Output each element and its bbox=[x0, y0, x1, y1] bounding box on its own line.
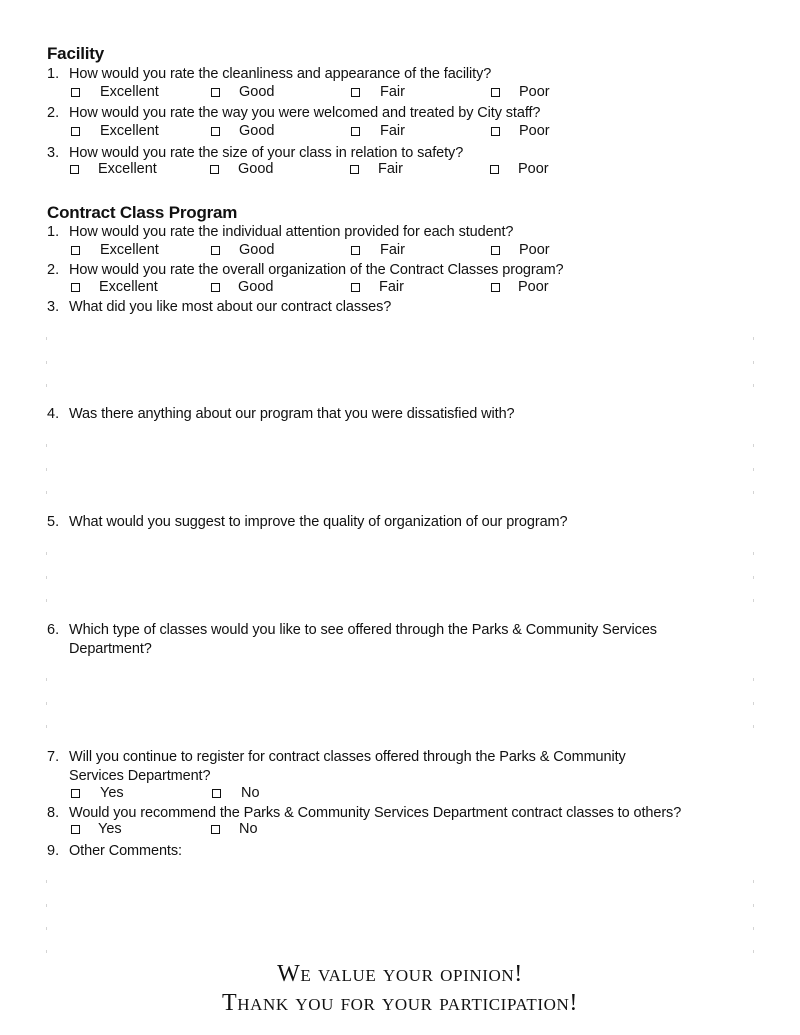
checkbox-good[interactable] bbox=[210, 165, 219, 174]
checkbox-excellent[interactable] bbox=[71, 283, 80, 292]
guide-tick bbox=[46, 702, 47, 705]
answer-field-q6[interactable] bbox=[46, 665, 754, 737]
answer-field-q5[interactable] bbox=[46, 538, 754, 608]
question-number: 5. bbox=[47, 514, 60, 530]
question-text: What would you suggest to improve the quality of organization of our program? bbox=[69, 514, 568, 530]
option-label-excellent[interactable]: Excellent bbox=[99, 279, 158, 295]
checkbox-poor[interactable] bbox=[491, 88, 500, 97]
question-number: 8. bbox=[47, 805, 60, 821]
option-label-fair[interactable]: Fair bbox=[378, 161, 403, 177]
guide-tick bbox=[753, 361, 754, 364]
guide-tick bbox=[753, 384, 754, 387]
question-number: 1. bbox=[47, 66, 60, 82]
question-number: 4. bbox=[47, 406, 60, 422]
checkbox-fair[interactable] bbox=[351, 283, 360, 292]
option-label-good[interactable]: Good bbox=[239, 84, 275, 100]
option-label-poor[interactable]: Poor bbox=[518, 161, 549, 177]
checkbox-excellent[interactable] bbox=[71, 88, 80, 97]
guide-tick bbox=[753, 725, 754, 728]
option-label-poor[interactable]: Poor bbox=[519, 123, 550, 139]
checkbox-poor[interactable] bbox=[491, 127, 500, 136]
guide-tick bbox=[46, 468, 47, 471]
guide-tick bbox=[753, 576, 754, 579]
question-text: Other Comments: bbox=[69, 843, 182, 859]
option-label-fair[interactable]: Fair bbox=[380, 123, 405, 139]
option-label-yes[interactable]: Yes bbox=[100, 785, 124, 801]
answer-field-q3[interactable] bbox=[46, 322, 754, 392]
option-label-excellent[interactable]: Excellent bbox=[100, 123, 159, 139]
option-label-no[interactable]: No bbox=[241, 785, 260, 801]
guide-tick bbox=[753, 904, 754, 907]
guide-tick bbox=[753, 552, 754, 555]
option-label-excellent[interactable]: Excellent bbox=[100, 242, 159, 258]
option-label-excellent[interactable]: Excellent bbox=[98, 161, 157, 177]
guide-tick bbox=[46, 444, 47, 447]
option-label-no[interactable]: No bbox=[239, 821, 258, 837]
checkbox-fair[interactable] bbox=[351, 88, 360, 97]
checkbox-good[interactable] bbox=[211, 246, 220, 255]
question-number: 9. bbox=[47, 843, 60, 859]
checkbox-fair[interactable] bbox=[351, 127, 360, 136]
guide-tick bbox=[46, 725, 47, 728]
guide-tick bbox=[46, 491, 47, 494]
footer-value-opinion: We value your opinion! bbox=[277, 961, 523, 987]
guide-tick bbox=[46, 880, 47, 883]
option-label-excellent[interactable]: Excellent bbox=[100, 84, 159, 100]
section-title-facility: Facility bbox=[47, 44, 104, 63]
question-number: 2. bbox=[47, 105, 60, 121]
guide-tick bbox=[753, 468, 754, 471]
option-label-good[interactable]: Good bbox=[238, 279, 274, 295]
guide-tick bbox=[46, 950, 47, 953]
option-label-good[interactable]: Good bbox=[239, 123, 275, 139]
checkbox-yes[interactable] bbox=[71, 825, 80, 834]
checkbox-excellent[interactable] bbox=[71, 127, 80, 136]
option-label-yes[interactable]: Yes bbox=[98, 821, 122, 837]
question-text-continued: Services Department? bbox=[69, 768, 211, 784]
guide-tick bbox=[46, 927, 47, 930]
question-number: 3. bbox=[47, 299, 60, 315]
question-number: 6. bbox=[47, 622, 60, 638]
guide-tick bbox=[46, 384, 47, 387]
checkbox-poor[interactable] bbox=[490, 165, 499, 174]
guide-tick bbox=[753, 678, 754, 681]
question-number: 1. bbox=[47, 224, 60, 240]
guide-tick bbox=[46, 599, 47, 602]
checkbox-good[interactable] bbox=[211, 127, 220, 136]
answer-field-q9[interactable] bbox=[46, 868, 754, 958]
guide-tick bbox=[753, 491, 754, 494]
question-number: 3. bbox=[47, 145, 60, 161]
checkbox-fair[interactable] bbox=[351, 246, 360, 255]
question-text: How would you rate the overall organization of the Contract Classes program? bbox=[69, 262, 564, 278]
checkbox-excellent[interactable] bbox=[71, 246, 80, 255]
answer-field-q4[interactable] bbox=[46, 430, 754, 500]
guide-tick bbox=[46, 576, 47, 579]
guide-tick bbox=[753, 444, 754, 447]
option-label-fair[interactable]: Fair bbox=[380, 84, 405, 100]
question-text: Which type of classes would you like to see offered through the Parks & Community Services bbox=[69, 622, 657, 638]
checkbox-poor[interactable] bbox=[491, 283, 500, 292]
guide-tick bbox=[753, 337, 754, 340]
option-label-poor[interactable]: Poor bbox=[519, 84, 550, 100]
question-text: How would you rate the way you were welcomed and treated by City staff? bbox=[69, 105, 541, 121]
checkbox-good[interactable] bbox=[211, 88, 220, 97]
footer-thank-you: Thank you for your participation! bbox=[221, 990, 579, 1016]
section-title-contract-class-program: Contract Class Program bbox=[47, 203, 238, 222]
guide-tick bbox=[753, 880, 754, 883]
option-label-fair[interactable]: Fair bbox=[379, 279, 404, 295]
option-label-poor[interactable]: Poor bbox=[519, 242, 550, 258]
guide-tick bbox=[46, 361, 47, 364]
guide-tick bbox=[753, 927, 754, 930]
question-number: 2. bbox=[47, 262, 60, 278]
question-text: What did you like most about our contract classes? bbox=[69, 299, 392, 315]
question-text: How would you rate the size of your class in relation to safety? bbox=[69, 145, 464, 161]
question-text: How would you rate the cleanliness and appearance of the facility? bbox=[69, 66, 492, 82]
question-text: Will you continue to register for contract classes offered through the Parks & Community bbox=[69, 749, 626, 765]
option-label-good[interactable]: Good bbox=[238, 161, 274, 177]
guide-tick bbox=[46, 552, 47, 555]
option-label-poor[interactable]: Poor bbox=[518, 279, 549, 295]
guide-tick bbox=[753, 599, 754, 602]
question-text-continued: Department? bbox=[69, 641, 152, 657]
checkbox-fair[interactable] bbox=[350, 165, 359, 174]
question-number: 7. bbox=[47, 749, 60, 765]
option-label-fair[interactable]: Fair bbox=[380, 242, 405, 258]
checkbox-good[interactable] bbox=[211, 283, 220, 292]
checkbox-no[interactable] bbox=[211, 825, 220, 834]
option-label-good[interactable]: Good bbox=[239, 242, 275, 258]
guide-tick bbox=[46, 678, 47, 681]
guide-tick bbox=[753, 950, 754, 953]
question-text: Would you recommend the Parks & Community Services Department contract classes to others? bbox=[69, 805, 682, 821]
guide-tick bbox=[753, 702, 754, 705]
checkbox-yes[interactable] bbox=[71, 789, 80, 798]
guide-tick bbox=[46, 904, 47, 907]
question-text: Was there anything about our program that you were dissatisfied with? bbox=[69, 406, 515, 422]
checkbox-excellent[interactable] bbox=[70, 165, 79, 174]
guide-tick bbox=[46, 337, 47, 340]
checkbox-no[interactable] bbox=[212, 789, 221, 798]
question-text: How would you rate the individual attention provided for each student? bbox=[69, 224, 514, 240]
checkbox-poor[interactable] bbox=[491, 246, 500, 255]
